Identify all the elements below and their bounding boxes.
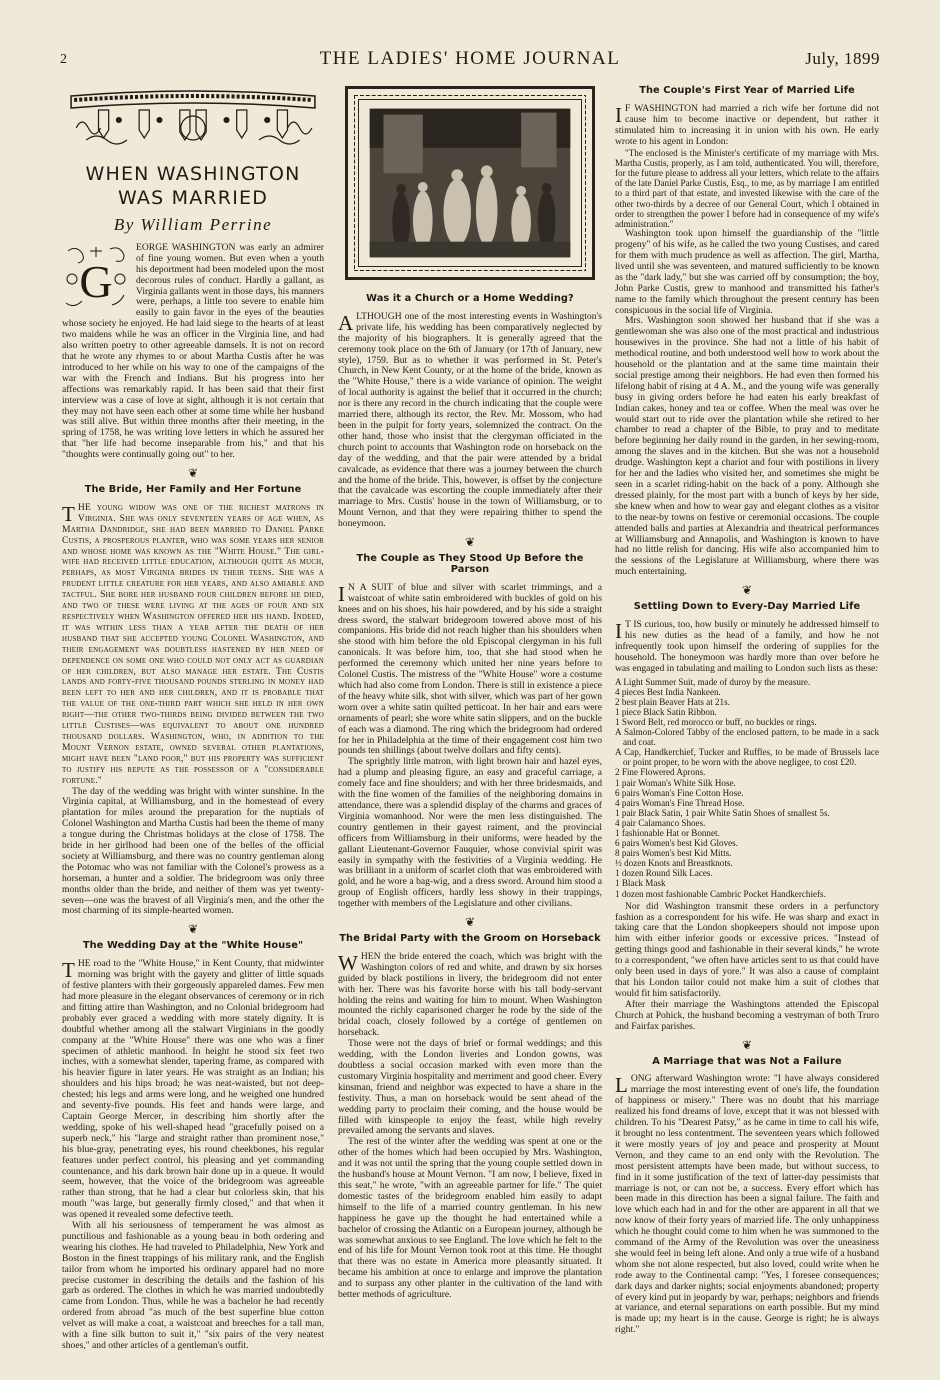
list-item: 6 pairs Women's best Kid Gloves. [615, 838, 738, 849]
list-item: 1 pair Woman's White Silk Hose. [615, 777, 736, 788]
wedding-engraving-icon [345, 86, 595, 280]
fleuron-icon: ❦ [187, 466, 199, 481]
list-item: ½ dozen Knots and Breastknots. [615, 858, 733, 869]
section-heading: The Bride, Her Family and Her Fortune [84, 484, 302, 496]
list-item: 4 pair Calamanco Shoes. [615, 817, 706, 828]
paragraph: The day of the wedding was bright with winter sunshine. In the Virginia capital, at Williamsburg, and in the homestead of every plantation for miles around the preparation for the nuptials of Colonel Washington and Martha Custis had been the theme of many a tongue during the Christmas holidays at the close of 1758. The bride in her girlhood had been one of the belles of the official society at Williamsburg, and there was no country gentleman along the Potomac who was not familiar with the Colonel's prowess as a horseman, a hunter and a soldier. The bridegroom was only three months older than the bride, and neither of them was yet twenty-seven—one was the bravest of all Virginia's men, and the other the most charming of its simple-hearted women. [62, 785, 324, 917]
byline: By William Perrine [113, 215, 273, 234]
list-item: 2 Fine Flowered Aprons. [615, 767, 706, 778]
quoted-letter: "The enclosed is the Minister's certificate of my marriage with Mrs. Martha Custis, properly, as I am told, authenticated. You will, therefore, for the future please to address all your letters, which relate to the affairs of the late Daniel Parke Custis, Esq., to me, as by marriage I am entitled to a third part of that estate, and invested likewise with the care of the other two-thirds by a decree of our General Court, which I obtained in order to strengthen the power I before had in consequence of my wife's administration." [615, 147, 879, 229]
column-right [615, 86, 879, 1336]
issue-date: July, 1899 [805, 49, 880, 68]
paragraph: LONG afterward Washington wrote: "I have always considered marriage the most interesting event of one's life, the foundation of happiness or misery." There was no doubt that his marriage realized his fond dreams of love, except that it was not blessed with children. To his "Dearest Patsy," as he came in time to call his wife, it brought no less contentment. The seventeen years which followed it were mostly years of joy and peace and prosperity at Mount Vernon, and they came to an end only with the Revolution. The most persistent attempts have been made, but without success, to find in it some justification of the text of latter-day pessimists that marriage is not, or can not be, a success. Every effort which has been made in this direction has been a signal failure. The faith and love which each had in and for the other are apparent in all that we now know of their forty years of married life. The only unhappiness which he thought could come to him when he was summoned to the command of the Army of the Revolution was over the uneasiness she would feel in being left alone. And only a true wife of a husband whom she not alone respected, but also loved, could write when he rode away to the Continental camp: "Yes, I foresee consequences; dark days and darker nights; social enjoyments abandoned; property of every kind put in jeopardy by war, perhaps; neighbors and friends at variance, and eternal separations on earth possible. But my mind is made up; my heart is in the cause. George is right; he is always right." [615, 1073, 879, 1336]
paragraph: ALTHOUGH one of the most interesting events in Washington's private life, his wedding has been comparatively neglected by the majority of his biographers. It is generally agreed that the ceremony took place on the 6th of January (or 17th of January, new style), 1759. But as to whether it was performed in St. Peter's Church, in New Kent County, or at the home of the bride, known as the "White House," there is a wide variance of opinion. The weight of local authority is against the belief that it occurred in the church; nor is there any record in the church indicating that the couple were married there, although its rector, the Rev. Mr. Mossom, who had been in the pulpit for forty years, solemnized the contract. On the other hand, those who insist that the clergyman officiated in the church point to accounts that Washington rode on horseback on the day of the wedding, and that the pair were attended by a bridal cavalcade, as evidence that there was a journey between the church and the home of the bride. This, however, is offset by the conjecture that the cavalcade was escorting the couple immediately after their marriage to Mrs. Custis' house in the town of Williamsburg, or to Mount Vernon, and that they were repairing thither to spend the honeymoon. [338, 310, 602, 530]
paragraph: I N A SUIT of blue and silver with scarlet trimmings, and a waistcoat of white satin embroidered with buckles of gold on his knees and on his shoes, his hair powdered, and by his side a straight dress sword, the stalwart bridegroom towered above most of his companions. His bride did not reach higher than his shoulders when she stood with him before the old Episcopal clergyman in his full canonicals. It was before him, too, that she had stood when he performed the ceremony which united her nine years before to Colonel Custis. The mistress of the "White House" wore a costume which had also come from London. There is still in existence a piece of the heavy white silk, shot with silver, which was part of her gown worn over a white satin quilted petticoat. In her hair and ears were ornaments of pearl; she wore white satin slippers, and on the buckle of each was a diamond. The ring which the bridegroom had ordered for her in Philadelphia at the time of their engagement cost him two pounds ten shillings (about twelve dollars and fifty cents). [338, 581, 602, 757]
list-item: 6 pairs Woman's Fine Cotton Hose. [615, 787, 744, 798]
masthead [60, 48, 880, 74]
paragraph: With all his seriousness of temperament he was almost as punctilious and fashionable as a young beau in both ordering and wearing his clothes. He had traveled to Philadelphia, New York and Boston in the finest trappings of his military rank, and the English tailor from whom he imported his ordinary apparel had no more precise customer in describing the details and the fashion of his garb as ordered. The clothes in which he was married undoubtedly came from London. Thus, while he was a bachelor he had recently ordered from abroad "as much of the best superfine blue cotton velvet as will make a coat, a waistcoat and breeches for a tall man, with a fine silk button to suit it," "six pairs of the very neatest shoes," and other articles of a gentleman's outfit. [62, 1220, 324, 1351]
section-heading: Settling Down to Every-Day Married Life [633, 601, 861, 613]
paragraph: THE young widow was one of the richest matrons in Virginia. She was only seventeen years of age when, as Martha Dandridge, she had been married to Daniel Parke Custis, a prosperous planter, who was some years her senior and whose home was known as the "White House." The girl-wife had received little education, although quite as much, perhaps, as most Virginia brides in their teens. She was a prudent little creature for her years, and also amiable and tactful. She bore her husband four children before he died, and two of these were living at the ages of four and six respectively when Washington offered her his hand. Indeed, it was within less than a year after the death of her husband that she accepted young Colonel Washington, and their engagement was doubtless hastened by her need of dependence on some one who could not only act as guardian of her children, but also manage her estate. The Custis lands and forty-five thousand pounds sterling in money had been left to her and her children, and it is probable that the value of the one-third part which she held in her own right—the other two-thirds being divided between the two little Custises—was equivalent to about one hundred thousand dollars. Washington, who, in addition to the Mount Vernon estate, owned several other plantations, might have been "land poor," but his property was sufficient to justify his repute as the possessor of a "considerable fortune." [62, 501, 324, 786]
column-left [62, 86, 324, 1352]
list-item: 1 piece Black Satin Ribbon. [615, 706, 717, 717]
paragraph: Mrs. Washington soon showed her husband that if she was a gentlewoman she was also one of the most practical and industrious housewives in the province. She had not a little of his habit of methodical routine, and both understood well how to work about the household or the plantation and at the same time maintain their social prestige among their neighbors. He had even then formed his lifelong habit of rising at 4 A. M., and the young wife was generally busy in giving orders before he had eaten his early breakfast of Indian cakes, honey and tea or coffee. When the meal was over he would start out to ride over the plantation while she retired to her chamber to read a chapter of the Bible, to pray and to meditate before beginning her daily round in the garden, in her sewing-room, among the slaves and in the kitchen. But she was not a household drudge. Washington kept a chariot and four with postilions in livery for her and the ladies who visited her, and sometimes she might be seen in a scarlet riding-habit on the back of a pony. Although she dressed plainly, for the most part with a bunch of keys by her side, she knew when and how to wear gay and elegant clothes as a visitor to the near-by towns on festive or ceremonial occasions. The couple attended balls and parties at Alexandria and theatrical performances at Williamsburg and Annapolis, and Washington is known to have had no little relish for dancing. His wife also accompanied him to the sessions of the Legislature at Williamsburg, where there was much entertaining. [615, 315, 879, 578]
intro-paragraph: G EORGE WASHINGTON was early an admirer of fine young women. But even when a youth his deportment had been modeled upon the most decorous rules of conduct. Hardly a gallant, as Virginia gallants went in those days, his manners were, perhaps, a little too severe to enable him easily to gain favor in the eyes of the beauties whose society he enjoyed. He had laid siege to the hearts of at least two maidens while he was an officer in the Virginia line, and had also written poetry to other agreeable damsels. It is not on record that he wrote any rhymes to or about Martha Custis after he was introduced to her while on his way to one of the campaigns of the war with the French and Indians. But his progress into her affections was remarkably rapid. It has been said that their first interview was a case of love at sight, although it is not certain that they may not have seen each other at some time while her husband was still alive. But within three months after their meeting, in the spring of 1758, he was writing love letters in which he assured her that "her life had become inseparable from his," and that his "thoughts were continually going out" to her. [62, 241, 324, 461]
list-item: 1 pair Black Satin, 1 pair White Satin Shoes of smallest 5s. [615, 807, 830, 818]
list-item: 1 Sword Belt, red morocco or buff, no buckles or rings. [615, 716, 817, 727]
paragraph: WHEN the bride entered the coach, which was bright with the Washington colors of red and white, and drawn by six horses guided by black postilions in livery, the bridegroom did not enter with her. There was his favorite horse with his tall body-servant holding the reins and waiting for him to mount. When Washington mounted the richly caparisoned charger he rode by the side of the bridal coach, closely followed by a cortége of gentlemen on horseback. [338, 950, 602, 1039]
section-heading: The Bridal Party with the Groom on Horseback [339, 933, 601, 945]
list-item: 2 best plain Beaver Hats at 21s. [615, 696, 730, 707]
list-item: 1 Black Mask [615, 878, 666, 889]
paragraph: After their marriage the Washingtons attended the Episcopal Church at Pohick, the husband becoming a vestryman of both Truro and Fairfax parishes. [615, 998, 879, 1032]
column-middle [338, 86, 602, 1301]
list-item: A Cap, Handkerchief, Tucker and Ruffles, to be made of Brussels lace or point proper, to be worn with the above negligee, to cost £20. [615, 747, 879, 768]
list-item: A Salmon-Colored Tabby of the enclosed pattern, to be made in a sack and coat. [615, 727, 879, 748]
section-heading: The Couple's First Year of Married Life [639, 85, 855, 96]
paragraph: I F WASHINGTON had married a rich wife her fortune did not cause him to become inactive or dependent, but rather it stimulated him to increasing it in union with his own. He early wrote to his agent in London: [615, 102, 879, 147]
list-item: 4 pieces Best India Nankeen. [615, 686, 721, 697]
order-list [615, 677, 879, 899]
list-item: 8 pairs Women's best Kid Mitts. [615, 848, 732, 859]
fleuron-icon: ❦ [741, 1037, 753, 1052]
section-heading: The Wedding Day at the "White House" [82, 940, 304, 952]
section-heading: Was it a Church or a Home Wedding? [366, 293, 574, 304]
fleuron-icon: ❦ [187, 922, 199, 937]
list-item: 1 dozen most fashionable Cambric Pocket Handkerchiefs. [615, 888, 826, 899]
page-number: 2 [60, 52, 67, 67]
list-item: A Light Summer Suit, made of duroy by the measure. [615, 676, 811, 687]
floral-initial-icon [62, 243, 130, 313]
list-item: 4 pairs Woman's Fine Thread Hose. [615, 797, 745, 808]
article-headline: WHEN WASHINGTON WAS MARRIED [85, 163, 301, 209]
crest-banner-icon [66, 88, 320, 150]
paragraph: Those were not the days of brief or formal weddings; and this wedding, with the London liveries and London gowns, was doubtless a social occasion marked with even more than the customary Virginia hospitality and merriment and good cheer. Every kinsman, friend and neighbor was expected to have a share in the festivity. Thus, a man on horseback would be sent ahead of the wedding party to proclaim their coming, and the house would be filled with kinspeople to enjoy the feast, while high revelry prevailed among the servants and slaves. [338, 1038, 602, 1137]
section-heading: A Marriage that was Not a Failure [652, 1055, 842, 1067]
journal-title: THE LADIES' HOME JOURNAL [319, 48, 621, 69]
paragraph: I T IS curious, too, how busily or minutely he addressed himself to his new duties as the head of a family, and how he not infrequently took upon himself the ordering of supplies for the household. The honeymoon was hardly more than over before he was engaged in tabulating and mailing to London such lists as these: [615, 619, 879, 674]
paragraph: Nor did Washington transmit these orders in a perfunctory fashion as a correspondent for his wife. He was sharp and exact in taking care that the London shopkeepers should not impose upon him with either inferior goods or excessive prices. "Instead of getting things good and fashionable in their several kinds," he wrote to a correspondent, "we often have articles sent to us that could have only been used in days of yore." It was also a cause of complaint that his London tailor could not make him a suit of clothes that would fit him satisfactorily. [615, 900, 879, 999]
fleuron-icon: ❦ [741, 583, 753, 598]
list-item: 1 fashionable Hat or Bonnet. [615, 828, 720, 838]
paragraph: Washington took upon himself the guardianship of the "little progeny" of his wife, as he called the two young Custises, and cared for them with much prudence as well as affection. The girl, Martha, lived until she was seventeen, and matured sufficiently to be known as the "dark lady," but she was carried off by consumption; the boy, John Parke Custis, grew to manhood and transmitted his father's name to the family which throughout the present century has been conspicuous in the social life of Virginia. [615, 228, 879, 316]
section-heading: The Couple as They Stood Up Before the Parson [356, 553, 584, 575]
paragraph: THE road to the "White House," in Kent County, that midwinter morning was bright with the gayety and glitter of little squads of festive planters with their gorgeously appareled dames. Few men had more pleasure in the elegant observances of ceremony or in rich and fitting attire than Washington, and no Colonial bridegroom had probably ever graced a wedding with more stately dignity. It is doubtful whether among all the stalwart Virginians in the goodly company at the "White House" there was one who was a finer specimen of athletic manhood. In height he stood six feet two inches, with a somewhat slender, tapering frame, as compared with his heavier figure in later years. He was straight as an Indian; his shoulders and his hips broad; he was neat-waisted, but not deep-chested; his legs and arms were long, and he weighed one hundred and seventy-five pounds. His feet and hands were large, and Captain George Mercer, in describing him shortly after the wedding, spoke of his well-shaped head "gracefully poised on a superb neck," his "large and straight rather than prominent nose," his blue-gray, penetrating eyes, his round cheekbones, his regular features under perfect control, his pleasing and yet commanding countenance, and his dark brown hair done up in a queue. It would seem, however, that the voice of the bridegroom was agreeable rather than strong, that he had a clear but colorless skin, that his mouth "was large, but generally firmly closed," and that when it was opened it revealed some defective teeth. [62, 958, 324, 1221]
svg-text:G: G [79, 255, 113, 307]
paragraph: The sprightly little matron, with light brown hair and hazel eyes, had a plump and pleasing figure, an easy and graceful carriage, a comely face and fine shoulders; and with her three bridesmaids, and with the fine women of the families of the neighboring domains in attendance, there was a splendid display of the charms and graces of Virginia womanhood. Nor were the men less distinguished. The country gentlemen in their gayest raiment, and the provincial officers from Williamsburg in their uniforms, were headed by the gallant Lieutenant-Governor Fauquier, whose convivial spirit was easily in sympathy with the festivities of a Virginia wedding. He was brilliant in a uniform of scarlet cloth that was embroidered with gold, and he wore a bag-wig, and a dress sword. Around him stood a group of English officers, hardly less showy in their trappings, together with members of the Legislature and other civilians. [338, 756, 602, 910]
fleuron-icon: ❦ [464, 535, 476, 550]
paragraph: The rest of the winter after the wedding was spent at one or the other of the homes which had been occupied by Mrs. Washington, and it was not until the spring that the young couple settled down in the husband's house at Mount Vernon. "I am now, I believe, fixed in this seat," he wrote, "with an agreeable partner for life." The quiet domestic tastes of the bridegroom enabled him easily to adapt himself to the life of a married country gentleman. In his new happiness he gave up the thought he had entertained while a bachelor of crossing the Atlantic on a European journey, although he was somewhat anxious to see England. The love which he felt to the end of his life for Mount Vernon took root at this time. He thought that there was no estate in America more pleasantly situated. It became his ambition at once to enlarge and improve the plantation and to surpass any other planter in the cultivation of the land with better methods of agriculture. [338, 1136, 602, 1301]
list-item: 1 dozen Round Silk Laces. [615, 868, 713, 879]
fleuron-icon: ❦ [464, 915, 476, 930]
